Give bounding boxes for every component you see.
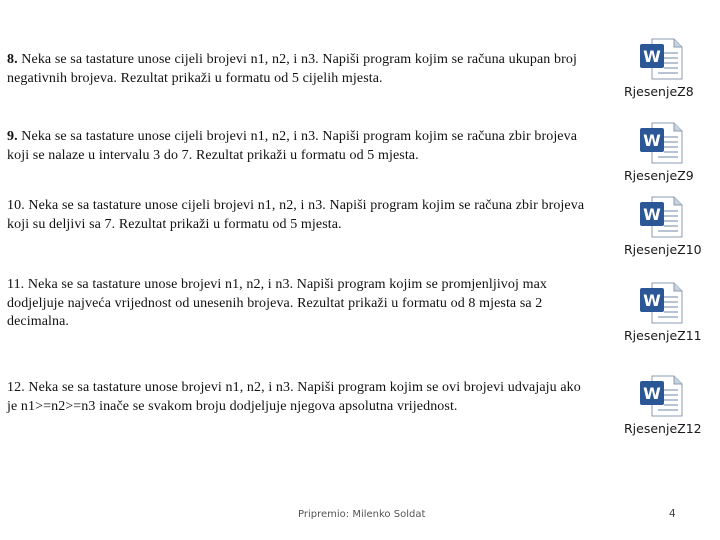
svg-text:W: W	[643, 384, 661, 403]
task-text: Neka se sa tastature unose brojevi n1, n2, i n3. Napiši program kojim se promjenljivoj max dodjeljuje najveća vrijednost od unesenih brojeva. Rezultat prikaži u formatu od 8 mjesta sa 2 decimalna.	[7, 277, 547, 329]
file-label[interactable]: RjesenjeZ10	[624, 242, 702, 257]
task-10	[7, 197, 592, 234]
task-number: 11.	[7, 277, 25, 292]
task-9	[7, 128, 592, 165]
task-11	[7, 276, 592, 332]
task-12	[7, 379, 592, 416]
word-document-icon[interactable]	[638, 121, 684, 167]
file-label[interactable]: RjesenjeZ9	[624, 168, 694, 183]
word-document-icon[interactable]	[638, 374, 684, 420]
svg-text:W: W	[643, 205, 661, 224]
word-document-icon[interactable]	[638, 281, 684, 327]
task-number: 8.	[7, 52, 18, 67]
file-link-rjesenjez8[interactable]	[624, 37, 704, 99]
task-text: Neka se sa tastature unose brojevi n1, n2, i n3. Napiši program kojim se ovi brojevi udvajaju ako je n1>=n2>=n3 inače se svakom broju dodjeljuje njegova apsolutna vrijednost.	[7, 380, 581, 414]
task-number: 12.	[7, 380, 25, 395]
file-label[interactable]: RjesenjeZ8	[624, 84, 694, 99]
task-text: Neka se sa tastature unose cijeli brojevi n1, n2, i n3. Napiši program kojim se računa zbir brojeva koji su deljivi sa 7. Rezultat prikaži u formatu od 5 mjesta.	[7, 198, 585, 232]
task-8	[7, 51, 592, 88]
file-label[interactable]: RjesenjeZ12	[624, 421, 702, 436]
file-label[interactable]: RjesenjeZ11	[624, 328, 702, 343]
word-document-icon[interactable]	[638, 37, 684, 83]
file-link-rjesenjez11[interactable]	[624, 281, 704, 343]
svg-text:W: W	[643, 131, 661, 150]
task-number: 9.	[7, 129, 18, 144]
task-number: 10.	[7, 198, 25, 213]
file-link-rjesenjez10[interactable]	[624, 195, 704, 257]
footer-author: Pripremio: Milenko Soldat	[298, 509, 426, 520]
file-link-rjesenjez9[interactable]	[624, 121, 704, 183]
svg-text:W: W	[643, 291, 661, 310]
file-link-rjesenjez12[interactable]	[624, 374, 704, 436]
svg-text:W: W	[643, 47, 661, 66]
page-number: 4	[669, 508, 676, 520]
word-document-icon[interactable]	[638, 195, 684, 241]
task-text: Neka se sa tastature unose cijeli brojevi n1, n2, i n3. Napiši program kojim se računa zbir brojeva koji se nalaze u intervalu 3 do 7. Rezultat prikaži u formatu od 5 mjesta.	[7, 129, 578, 163]
task-text: Neka se sa tastature unose cijeli brojevi n1, n2, i n3. Napiši program kojim se računa ukupan broj negativnih brojeva. Rezultat prikaži u formatu od 5 cijelih mjesta.	[7, 52, 577, 86]
